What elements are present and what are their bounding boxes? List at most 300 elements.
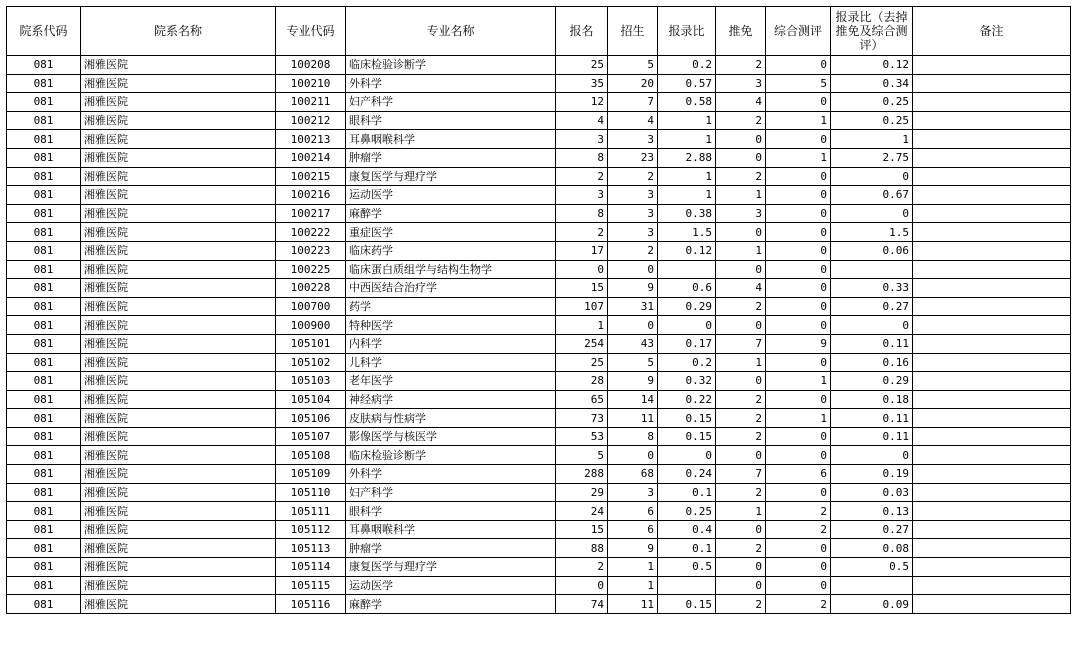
cell-major-name: 肿瘤学 (346, 539, 556, 558)
cell-dept-code: 081 (7, 558, 81, 577)
table-row (7, 483, 1071, 502)
cell-dept-name: 湘雅医院 (81, 204, 276, 223)
cell-dept-code: 081 (7, 93, 81, 112)
cell-major-name: 药学 (346, 297, 556, 316)
cell-enrolled: 31 (608, 297, 658, 316)
cell-applicants: 288 (556, 465, 608, 484)
cell-remarks (913, 558, 1071, 577)
cell-ratio-adjusted: 0.33 (831, 279, 913, 298)
header-major-code: 专业代码 (276, 7, 346, 56)
cell-applicants: 4 (556, 111, 608, 130)
cell-exempt: 2 (716, 483, 766, 502)
cell-remarks (913, 279, 1071, 298)
cell-comprehensive: 1 (766, 148, 831, 167)
cell-major-name: 临床药学 (346, 241, 556, 260)
cell-ratio: 0.38 (658, 204, 716, 223)
cell-enrolled: 9 (608, 279, 658, 298)
cell-comprehensive: 0 (766, 427, 831, 446)
cell-applicants: 0 (556, 260, 608, 279)
cell-remarks (913, 56, 1071, 75)
cell-dept-code: 081 (7, 297, 81, 316)
cell-dept-name: 湘雅医院 (81, 558, 276, 577)
cell-major-name: 特种医学 (346, 316, 556, 335)
cell-dept-name: 湘雅医院 (81, 390, 276, 409)
cell-ratio-adjusted: 0.16 (831, 353, 913, 372)
cell-enrolled: 3 (608, 223, 658, 242)
cell-ratio (658, 260, 716, 279)
cell-dept-name: 湘雅医院 (81, 372, 276, 391)
cell-exempt: 2 (716, 56, 766, 75)
cell-exempt: 0 (716, 148, 766, 167)
table-row (7, 74, 1071, 93)
cell-comprehensive: 0 (766, 539, 831, 558)
cell-applicants: 3 (556, 186, 608, 205)
cell-exempt: 2 (716, 297, 766, 316)
cell-ratio-adjusted: 0.25 (831, 93, 913, 112)
cell-dept-name: 湘雅医院 (81, 595, 276, 614)
cell-dept-name: 湘雅医院 (81, 297, 276, 316)
cell-applicants: 107 (556, 297, 608, 316)
cell-enrolled: 43 (608, 334, 658, 353)
cell-remarks (913, 465, 1071, 484)
cell-enrolled: 7 (608, 93, 658, 112)
cell-dept-code: 081 (7, 279, 81, 298)
cell-ratio: 0.4 (658, 520, 716, 539)
cell-enrolled: 0 (608, 260, 658, 279)
cell-enrolled: 5 (608, 56, 658, 75)
cell-exempt: 3 (716, 74, 766, 93)
cell-exempt: 1 (716, 241, 766, 260)
cell-comprehensive: 0 (766, 204, 831, 223)
cell-comprehensive: 0 (766, 390, 831, 409)
cell-dept-name: 湘雅医院 (81, 576, 276, 595)
table-row (7, 260, 1071, 279)
table-row (7, 241, 1071, 260)
cell-ratio: 1.5 (658, 223, 716, 242)
cell-applicants: 25 (556, 56, 608, 75)
cell-major-code: 100214 (276, 148, 346, 167)
cell-ratio-adjusted: 2.75 (831, 148, 913, 167)
cell-major-code: 105114 (276, 558, 346, 577)
cell-exempt: 4 (716, 93, 766, 112)
cell-applicants: 2 (556, 558, 608, 577)
header-applicants: 报名 (556, 7, 608, 56)
cell-comprehensive: 0 (766, 353, 831, 372)
cell-ratio: 0.12 (658, 241, 716, 260)
cell-ratio-adjusted: 0.03 (831, 483, 913, 502)
cell-major-code: 105113 (276, 539, 346, 558)
cell-ratio-adjusted: 0.25 (831, 111, 913, 130)
table-row (7, 204, 1071, 223)
cell-major-code: 105107 (276, 427, 346, 446)
cell-exempt: 0 (716, 372, 766, 391)
cell-exempt: 0 (716, 446, 766, 465)
cell-remarks (913, 446, 1071, 465)
cell-dept-code: 081 (7, 56, 81, 75)
cell-remarks (913, 111, 1071, 130)
cell-remarks (913, 390, 1071, 409)
cell-comprehensive: 0 (766, 297, 831, 316)
cell-dept-code: 081 (7, 186, 81, 205)
cell-exempt: 2 (716, 427, 766, 446)
cell-comprehensive: 0 (766, 167, 831, 186)
table-row (7, 111, 1071, 130)
admission-ratio-table (6, 6, 1071, 614)
cell-applicants: 35 (556, 74, 608, 93)
cell-ratio-adjusted: 0.19 (831, 465, 913, 484)
cell-comprehensive: 0 (766, 576, 831, 595)
cell-dept-name: 湘雅医院 (81, 186, 276, 205)
cell-major-code: 105112 (276, 520, 346, 539)
cell-dept-name: 湘雅医院 (81, 334, 276, 353)
cell-remarks (913, 74, 1071, 93)
cell-remarks (913, 595, 1071, 614)
cell-exempt: 2 (716, 390, 766, 409)
header-ratio: 报录比 (658, 7, 716, 56)
cell-applicants: 65 (556, 390, 608, 409)
cell-dept-code: 081 (7, 483, 81, 502)
cell-enrolled: 9 (608, 539, 658, 558)
cell-ratio-adjusted (831, 576, 913, 595)
cell-comprehensive: 2 (766, 520, 831, 539)
cell-major-name: 重症医学 (346, 223, 556, 242)
cell-comprehensive: 0 (766, 241, 831, 260)
table-row (7, 223, 1071, 242)
cell-enrolled: 23 (608, 148, 658, 167)
cell-major-name: 临床检验诊断学 (346, 446, 556, 465)
cell-dept-name: 湘雅医院 (81, 74, 276, 93)
cell-comprehensive: 0 (766, 186, 831, 205)
cell-dept-name: 湘雅医院 (81, 427, 276, 446)
cell-ratio-adjusted: 0.06 (831, 241, 913, 260)
cell-exempt: 2 (716, 167, 766, 186)
cell-applicants: 8 (556, 204, 608, 223)
cell-dept-code: 081 (7, 465, 81, 484)
header-comprehensive: 综合测评 (766, 7, 831, 56)
cell-remarks (913, 539, 1071, 558)
cell-enrolled: 1 (608, 558, 658, 577)
cell-ratio-adjusted: 0.11 (831, 409, 913, 428)
cell-comprehensive: 0 (766, 446, 831, 465)
cell-comprehensive: 1 (766, 372, 831, 391)
cell-ratio: 1 (658, 111, 716, 130)
cell-dept-code: 081 (7, 409, 81, 428)
cell-remarks (913, 241, 1071, 260)
cell-major-name: 儿科学 (346, 353, 556, 372)
cell-ratio-adjusted: 0.11 (831, 427, 913, 446)
cell-dept-name: 湘雅医院 (81, 539, 276, 558)
cell-ratio: 0.58 (658, 93, 716, 112)
cell-dept-code: 081 (7, 446, 81, 465)
table-row (7, 446, 1071, 465)
cell-comprehensive: 0 (766, 130, 831, 149)
cell-enrolled: 1 (608, 576, 658, 595)
cell-ratio: 0.29 (658, 297, 716, 316)
cell-enrolled: 6 (608, 520, 658, 539)
cell-major-code: 100217 (276, 204, 346, 223)
cell-exempt: 0 (716, 130, 766, 149)
cell-comprehensive: 0 (766, 223, 831, 242)
cell-ratio-adjusted: 0.67 (831, 186, 913, 205)
cell-remarks (913, 223, 1071, 242)
cell-major-name: 麻醉学 (346, 595, 556, 614)
cell-dept-code: 081 (7, 223, 81, 242)
cell-major-name: 麻醉学 (346, 204, 556, 223)
cell-dept-code: 081 (7, 502, 81, 521)
cell-dept-code: 081 (7, 334, 81, 353)
cell-major-code: 100900 (276, 316, 346, 335)
cell-applicants: 15 (556, 279, 608, 298)
cell-major-code: 100222 (276, 223, 346, 242)
cell-ratio-adjusted: 0.27 (831, 297, 913, 316)
cell-dept-name: 湘雅医院 (81, 223, 276, 242)
cell-dept-name: 湘雅医院 (81, 111, 276, 130)
cell-major-code: 100213 (276, 130, 346, 149)
cell-major-name: 康复医学与理疗学 (346, 558, 556, 577)
table-row (7, 130, 1071, 149)
cell-enrolled: 2 (608, 167, 658, 186)
cell-major-code: 105101 (276, 334, 346, 353)
cell-dept-name: 湘雅医院 (81, 353, 276, 372)
cell-remarks (913, 260, 1071, 279)
cell-ratio: 1 (658, 130, 716, 149)
cell-applicants: 8 (556, 148, 608, 167)
cell-enrolled: 2 (608, 241, 658, 260)
cell-major-name: 临床蛋白质组学与结构生物学 (346, 260, 556, 279)
cell-dept-code: 081 (7, 353, 81, 372)
cell-applicants: 53 (556, 427, 608, 446)
cell-dept-code: 081 (7, 260, 81, 279)
cell-ratio-adjusted: 0.5 (831, 558, 913, 577)
cell-dept-name: 湘雅医院 (81, 446, 276, 465)
table-row (7, 539, 1071, 558)
cell-major-code: 105103 (276, 372, 346, 391)
cell-remarks (913, 148, 1071, 167)
cell-dept-code: 081 (7, 520, 81, 539)
cell-ratio: 0.1 (658, 539, 716, 558)
cell-applicants: 25 (556, 353, 608, 372)
cell-comprehensive: 0 (766, 260, 831, 279)
cell-major-name: 妇产科学 (346, 93, 556, 112)
cell-enrolled: 20 (608, 74, 658, 93)
cell-comprehensive: 1 (766, 409, 831, 428)
cell-major-code: 100210 (276, 74, 346, 93)
cell-enrolled: 0 (608, 316, 658, 335)
cell-dept-name: 湘雅医院 (81, 279, 276, 298)
cell-remarks (913, 186, 1071, 205)
cell-ratio-adjusted: 0 (831, 316, 913, 335)
cell-major-code: 105104 (276, 390, 346, 409)
cell-ratio: 0.2 (658, 56, 716, 75)
cell-enrolled: 3 (608, 204, 658, 223)
header-ratio-adjusted: 报录比（去掉推免及综合测评） (831, 7, 913, 56)
cell-major-name: 运动医学 (346, 576, 556, 595)
cell-remarks (913, 409, 1071, 428)
cell-remarks (913, 167, 1071, 186)
cell-ratio-adjusted: 1 (831, 130, 913, 149)
cell-major-name: 康复医学与理疗学 (346, 167, 556, 186)
cell-enrolled: 3 (608, 186, 658, 205)
cell-major-code: 105106 (276, 409, 346, 428)
table-row (7, 316, 1071, 335)
cell-ratio-adjusted: 0 (831, 167, 913, 186)
cell-ratio-adjusted: 1.5 (831, 223, 913, 242)
cell-ratio: 0.25 (658, 502, 716, 521)
cell-ratio: 0.2 (658, 353, 716, 372)
cell-comprehensive: 0 (766, 279, 831, 298)
cell-enrolled: 9 (608, 372, 658, 391)
table-row (7, 353, 1071, 372)
cell-exempt: 1 (716, 353, 766, 372)
cell-dept-code: 081 (7, 372, 81, 391)
cell-applicants: 3 (556, 130, 608, 149)
cell-dept-code: 081 (7, 167, 81, 186)
header-remarks: 备注 (913, 7, 1071, 56)
table-row (7, 409, 1071, 428)
table-row (7, 465, 1071, 484)
cell-exempt: 2 (716, 111, 766, 130)
cell-ratio: 1 (658, 186, 716, 205)
cell-applicants: 254 (556, 334, 608, 353)
cell-exempt: 0 (716, 316, 766, 335)
table-row (7, 390, 1071, 409)
cell-ratio-adjusted: 0.34 (831, 74, 913, 93)
table-row (7, 372, 1071, 391)
cell-major-name: 神经病学 (346, 390, 556, 409)
cell-dept-name: 湘雅医院 (81, 316, 276, 335)
cell-remarks (913, 520, 1071, 539)
cell-exempt: 1 (716, 186, 766, 205)
cell-comprehensive: 2 (766, 502, 831, 521)
cell-applicants: 1 (556, 316, 608, 335)
cell-remarks (913, 334, 1071, 353)
header-major-name: 专业名称 (346, 7, 556, 56)
cell-major-name: 外科学 (346, 74, 556, 93)
table-row (7, 520, 1071, 539)
cell-major-name: 眼科学 (346, 502, 556, 521)
cell-dept-name: 湘雅医院 (81, 520, 276, 539)
cell-remarks (913, 372, 1071, 391)
cell-dept-name: 湘雅医院 (81, 130, 276, 149)
cell-dept-name: 湘雅医院 (81, 93, 276, 112)
cell-major-name: 中西医结合治疗学 (346, 279, 556, 298)
cell-ratio: 0 (658, 446, 716, 465)
table-row (7, 186, 1071, 205)
cell-exempt: 0 (716, 223, 766, 242)
table-row (7, 148, 1071, 167)
cell-dept-code: 081 (7, 148, 81, 167)
header-dept-name: 院系名称 (81, 7, 276, 56)
cell-enrolled: 14 (608, 390, 658, 409)
cell-remarks (913, 297, 1071, 316)
table-row (7, 427, 1071, 446)
cell-ratio: 0.5 (658, 558, 716, 577)
cell-ratio-adjusted: 0.29 (831, 372, 913, 391)
cell-ratio-adjusted: 0.11 (831, 334, 913, 353)
cell-major-name: 妇产科学 (346, 483, 556, 502)
cell-enrolled: 8 (608, 427, 658, 446)
cell-major-code: 100225 (276, 260, 346, 279)
cell-dept-code: 081 (7, 130, 81, 149)
cell-remarks (913, 316, 1071, 335)
cell-remarks (913, 427, 1071, 446)
cell-comprehensive: 0 (766, 56, 831, 75)
cell-applicants: 5 (556, 446, 608, 465)
cell-applicants: 73 (556, 409, 608, 428)
cell-comprehensive: 0 (766, 483, 831, 502)
cell-exempt: 7 (716, 334, 766, 353)
cell-major-code: 100211 (276, 93, 346, 112)
cell-major-code: 105116 (276, 595, 346, 614)
cell-dept-code: 081 (7, 111, 81, 130)
cell-comprehensive: 1 (766, 111, 831, 130)
header-row (7, 7, 1071, 56)
cell-major-name: 外科学 (346, 465, 556, 484)
cell-ratio-adjusted: 0.09 (831, 595, 913, 614)
cell-ratio: 2.88 (658, 148, 716, 167)
cell-comprehensive: 2 (766, 595, 831, 614)
cell-major-name: 内科学 (346, 334, 556, 353)
cell-ratio: 0.24 (658, 465, 716, 484)
cell-remarks (913, 483, 1071, 502)
cell-dept-name: 湘雅医院 (81, 167, 276, 186)
cell-dept-code: 081 (7, 390, 81, 409)
cell-ratio: 1 (658, 167, 716, 186)
cell-ratio-adjusted: 0.13 (831, 502, 913, 521)
cell-dept-name: 湘雅医院 (81, 409, 276, 428)
cell-major-name: 皮肤病与性病学 (346, 409, 556, 428)
cell-exempt: 7 (716, 465, 766, 484)
cell-enrolled: 11 (608, 409, 658, 428)
cell-exempt: 0 (716, 558, 766, 577)
table-row (7, 334, 1071, 353)
cell-ratio: 0.17 (658, 334, 716, 353)
cell-major-code: 100228 (276, 279, 346, 298)
table-row (7, 279, 1071, 298)
cell-enrolled: 68 (608, 465, 658, 484)
cell-applicants: 2 (556, 167, 608, 186)
cell-major-code: 105110 (276, 483, 346, 502)
cell-enrolled: 0 (608, 446, 658, 465)
cell-ratio: 0.15 (658, 595, 716, 614)
cell-major-code: 100700 (276, 297, 346, 316)
cell-major-name: 影像医学与核医学 (346, 427, 556, 446)
cell-major-code: 105115 (276, 576, 346, 595)
cell-comprehensive: 5 (766, 74, 831, 93)
cell-applicants: 0 (556, 576, 608, 595)
cell-remarks (913, 353, 1071, 372)
cell-major-name: 临床检验诊断学 (346, 56, 556, 75)
table-row (7, 297, 1071, 316)
cell-dept-name: 湘雅医院 (81, 483, 276, 502)
cell-dept-code: 081 (7, 316, 81, 335)
cell-ratio-adjusted: 0.27 (831, 520, 913, 539)
cell-dept-code: 081 (7, 74, 81, 93)
cell-exempt: 3 (716, 204, 766, 223)
cell-exempt: 0 (716, 520, 766, 539)
cell-dept-code: 081 (7, 595, 81, 614)
cell-comprehensive: 0 (766, 558, 831, 577)
cell-exempt: 4 (716, 279, 766, 298)
cell-ratio: 0 (658, 316, 716, 335)
cell-ratio (658, 576, 716, 595)
cell-applicants: 17 (556, 241, 608, 260)
table-row (7, 93, 1071, 112)
cell-exempt: 2 (716, 595, 766, 614)
cell-major-name: 运动医学 (346, 186, 556, 205)
cell-dept-name: 湘雅医院 (81, 148, 276, 167)
table-row (7, 558, 1071, 577)
